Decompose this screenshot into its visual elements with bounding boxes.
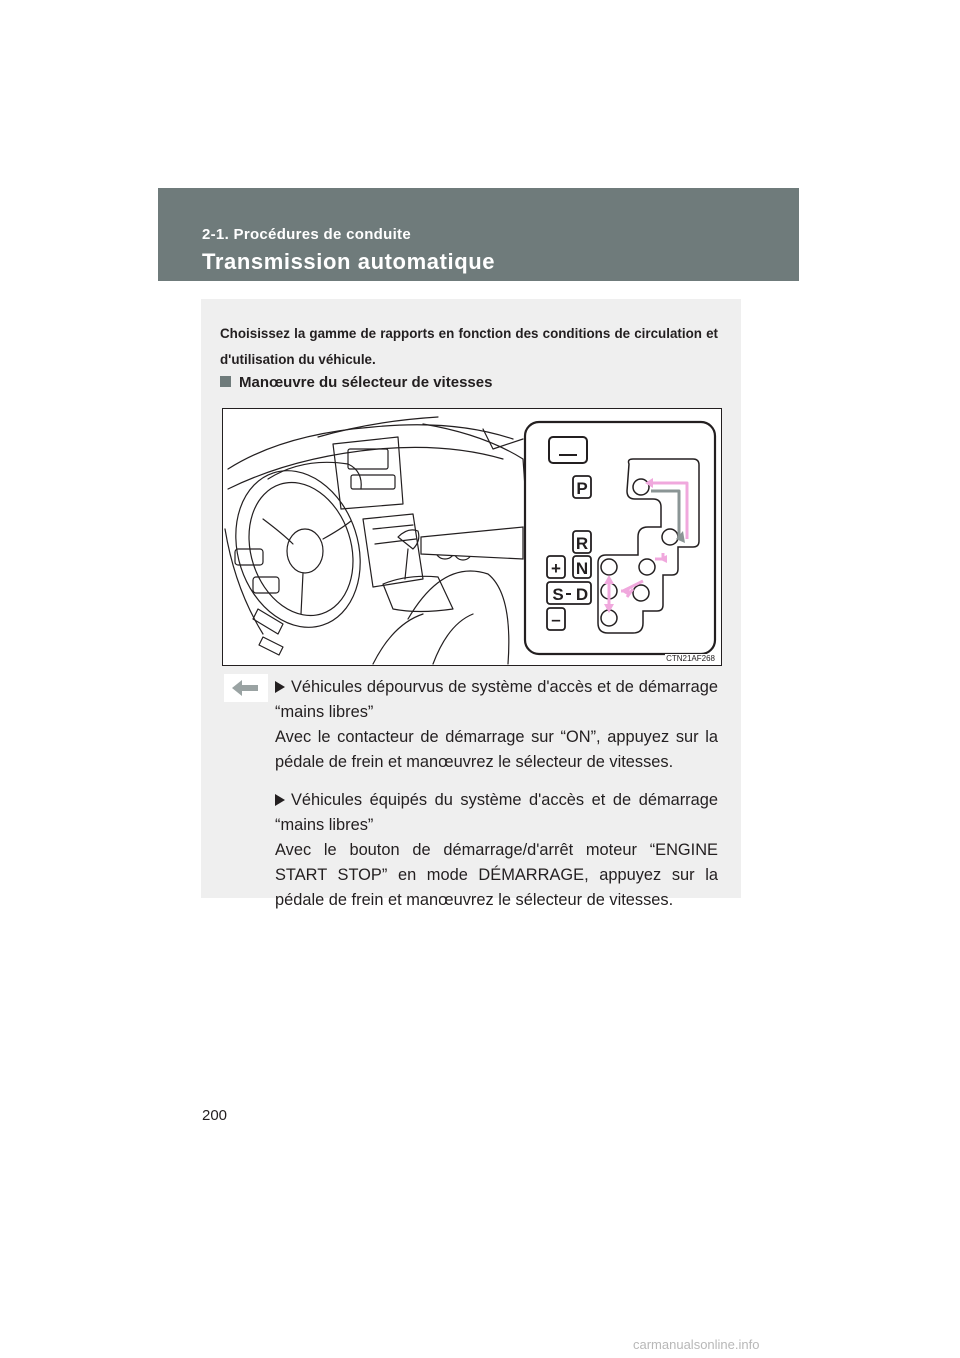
section-label: 2-1. Procédures de conduite	[202, 226, 411, 243]
sub-heading-label: Manœuvre du sélecteur de vitesses	[239, 374, 493, 391]
page-number: 200	[202, 1107, 228, 1124]
item-2	[275, 788, 718, 913]
gate-label-r: R	[575, 534, 589, 553]
back-arrow-icon	[224, 674, 268, 702]
gate-label-n: N	[575, 559, 589, 578]
sub-heading	[220, 374, 492, 391]
square-bullet-icon	[220, 376, 231, 387]
item-1	[275, 675, 718, 775]
shift-lever-figure	[222, 408, 722, 666]
item-1-text: Avec le contacteur de démarrage sur “ON”, appuyez sur la pédale de frein et manœuvrez le sélecteur de vitesses.	[275, 728, 718, 771]
cockpit-illustration	[223, 409, 721, 665]
item-1-heading: Véhicules dépourvus de système d'accès et de démarrage “mains libres”	[275, 678, 718, 721]
intro-text: Choisissez la gamme de rapports en fonction des conditions de circulation et d'utilisation du véhicule.	[220, 326, 718, 367]
item-2-text: Avec le bouton de démarrage/d'arrêt moteur “ENGINE START STOP” en mode DÉMARRAGE, appuyez sur la pédale de frein et manœuvrez le sélecteur de vitesses.	[275, 841, 718, 909]
gate-label-d: D	[575, 585, 589, 604]
figure-code: CTN21AF268	[666, 654, 715, 663]
gate-label-p: P	[576, 479, 588, 498]
gate-label-s: S	[552, 585, 564, 604]
gate-label-minus: –	[551, 610, 561, 629]
watermark: carmanualsonline.info	[633, 1337, 760, 1352]
triangle-bullet-icon	[275, 681, 285, 693]
page-title: Transmission automatique	[202, 249, 496, 274]
gate-label-plus: +	[551, 559, 561, 578]
triangle-bullet-icon	[275, 794, 285, 806]
item-2-heading: Véhicules équipés du système d'accès et de démarrage “mains libres”	[275, 791, 718, 834]
